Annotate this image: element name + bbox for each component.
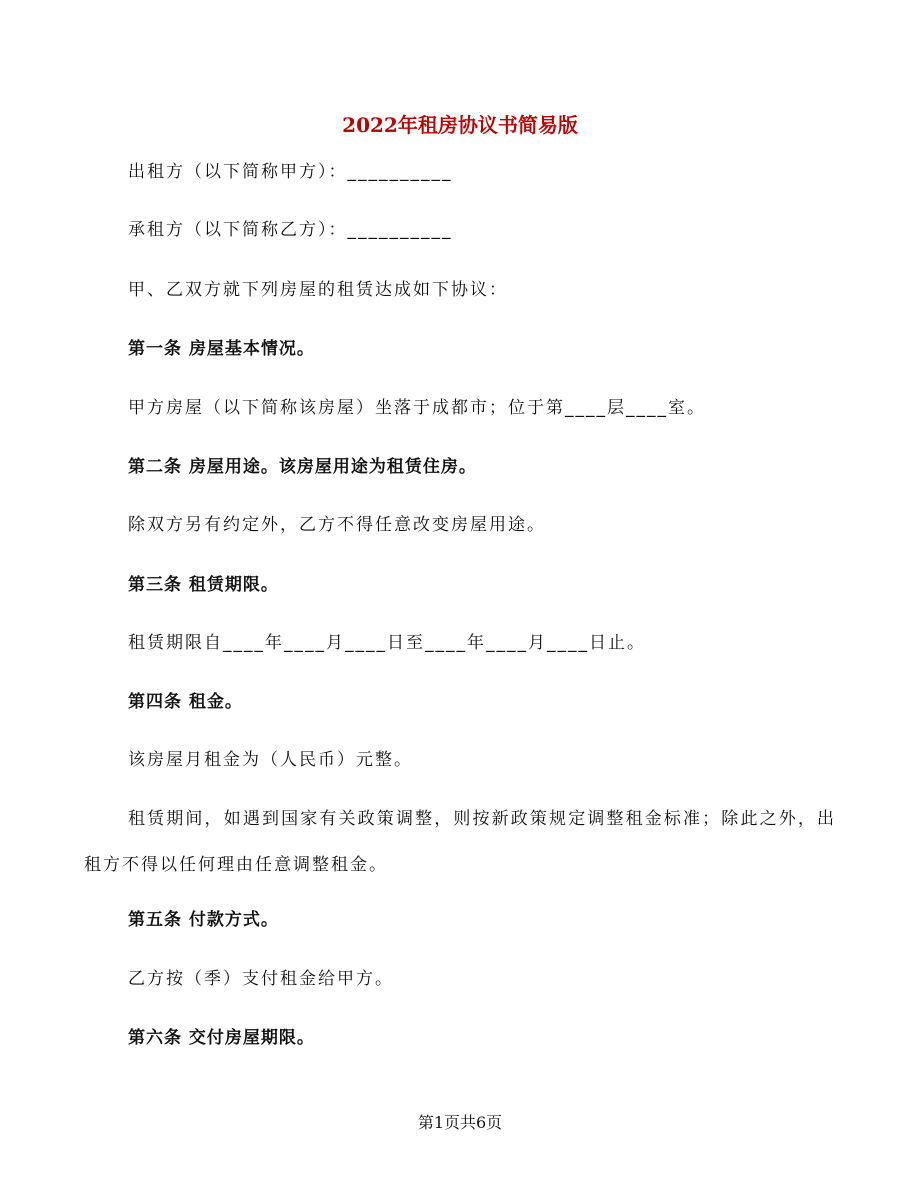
- article-3-heading: 第三条 租赁期限。: [128, 575, 279, 595]
- article-4-body-adjustment: 租赁期间，如遇到国家有关政策调整，则按新政策规定调整租金标准；除此之外，出租方不得以任何理由任意调整租金。: [84, 809, 836, 875]
- article-1-body: 甲方房屋（以下简称该房屋）坐落于成都市；位于第____层____室。: [128, 398, 706, 418]
- article-4-body-rent: 该房屋月租金为（人民币）元整。: [128, 750, 413, 770]
- lessor-line: 出租方（以下简称甲方）：__________: [128, 162, 453, 182]
- article-4-heading: 第四条 租金。: [128, 692, 243, 712]
- article-2-body: 除双方另有约定外，乙方不得任意改变房屋用途。: [128, 515, 546, 535]
- article-1-heading: 第一条 房屋基本情况。: [128, 339, 315, 359]
- lessee-line: 承租方（以下简称乙方）：__________: [128, 220, 453, 240]
- page-indicator: 第1页共6页: [417, 1113, 503, 1132]
- document-title: 2022年租房协议书简易版: [342, 113, 578, 137]
- article-2-heading: 第二条 房屋用途。该房屋用途为租赁住房。: [128, 457, 477, 477]
- article-5-heading: 第五条 付款方式。: [128, 910, 279, 930]
- article-3-body: 租赁期限自____年____月____日至____年____月____日止。: [128, 633, 646, 653]
- article-6-heading: 第六条 交付房屋期限。: [128, 1028, 315, 1048]
- article-5-body: 乙方按（季）支付租金给甲方。: [128, 969, 394, 989]
- agreement-intro: 甲、乙双方就下列房屋的租赁达成如下协议：: [128, 280, 508, 300]
